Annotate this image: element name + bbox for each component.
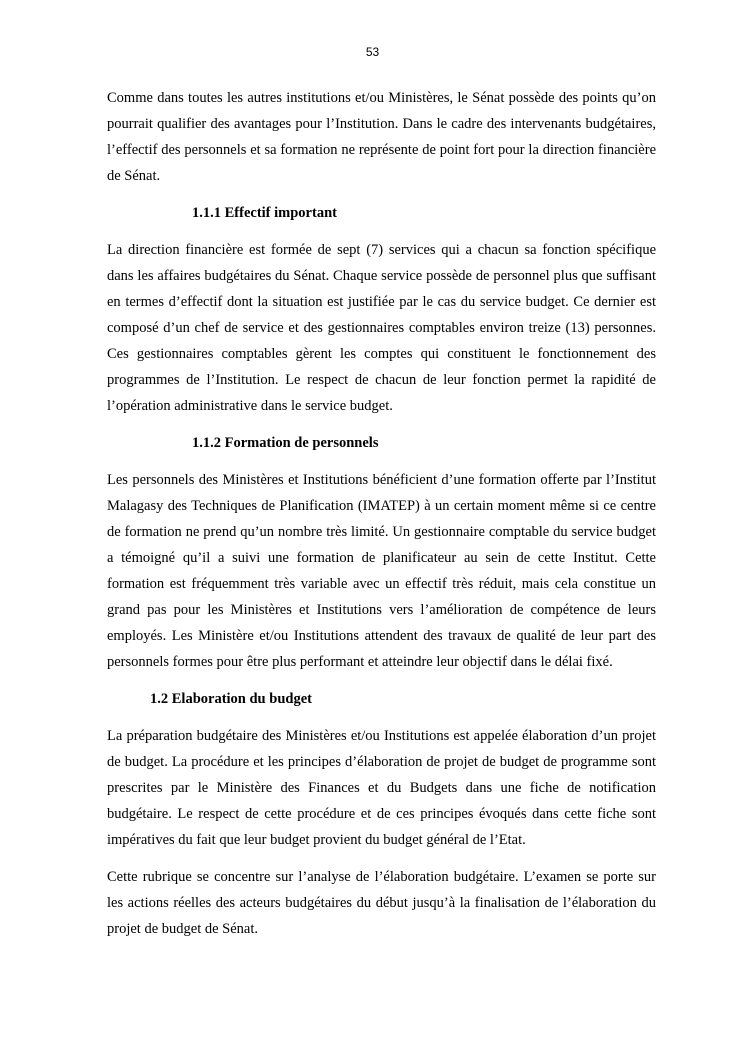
heading-formation-personnels: 1.1.2 Formation de personnels [192, 435, 379, 451]
paragraph-preparation: La préparation budgétaire des Ministères et/ou Institutions est appelée élaboration d’un projet de budget. La procédure et les principes d’élaboration de projet de budget de programme sont prescrites par le Ministère des Finances et du Budgets dans une fiche de notification budgétaire. Le respect de cette procédure et de ces principes évoqués dans cette fiche sont impératives du fait que leur budget provient du budget général de l’Etat. [107, 728, 656, 848]
heading-effectif-important: 1.1.1 Effectif important [192, 205, 337, 221]
page-content [107, 85, 656, 953]
paragraph-intro: Comme dans toutes les autres institutions et/ou Ministères, le Sénat possède des points qu’on pourrait qualifier des avantages pour l’Institution. Dans le cadre des intervenants budgétaires, l’effectif des personnels et sa formation ne représente de point fort pour la direction financière de Sénat. [107, 90, 656, 184]
paragraph-formation: Les personnels des Ministères et Institutions bénéficient d’une formation offerte par l’Institut Malagasy des Techniques de Planification (IMATEP) à un certain moment même si ce centre de formation ne prend qu’un nombre très limité. Un gestionnaire comptable du service budget a témoigné qu’il a suivi une formation de planificateur au sein de cette Institut. Cette formation est fréquemment très variable avec un effectif très réduit, mais cela constitue un grand pas pour les Ministères et Institutions vers l’amélioration de compétence de leurs employés. Les Ministère et/ou Institutions attendent des travaux de qualité de leur part des personnels formes pour être plus performant et atteindre leur objectif dans le délai fixé. [107, 472, 656, 670]
heading-elaboration-budget: 1.2 Elaboration du budget [150, 691, 312, 707]
paragraph-rubrique: Cette rubrique se concentre sur l’analyse de l’élaboration budgétaire. L’examen se porte sur les actions réelles des acteurs budgétaires du début jusqu’à la finalisation de l’élaboration du projet de budget de Sénat. [107, 869, 656, 937]
paragraph-effectif: La direction financière est formée de sept (7) services qui a chacun sa fonction spécifique dans les affaires budgétaires du Sénat. Chaque service possède de personnel plus que suffisant en termes d’effectif dont la situation est justifiée par le cas du service budget. Ce dernier est composé d’un chef de service et des gestionnaires comptables environ treize (13) personnes. Ces gestionnaires comptables gèrent les comptes qui constituent le fonctionnement des programmes de l’Institution. Le respect de chacun de leur fonction permet la rapidité de l’opération administrative dans le service budget. [107, 242, 656, 414]
page-number: 53 [365, 45, 380, 59]
